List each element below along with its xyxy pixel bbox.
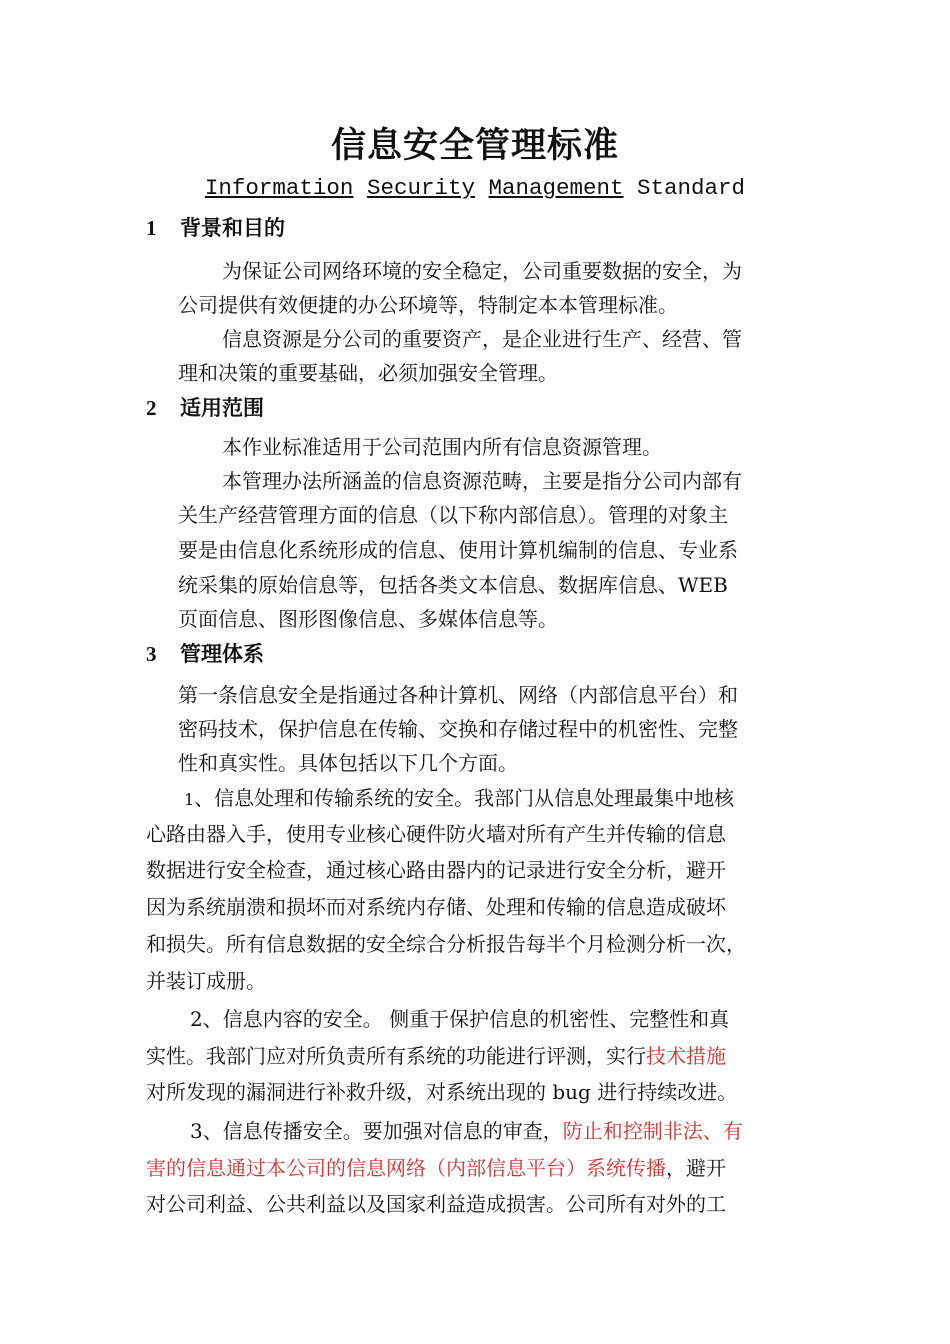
section-number: 3 (146, 642, 157, 666)
paragraph-line: 和损失。所有信息数据的安全综合分析报告每半个月检测分析一次， (146, 932, 746, 956)
list-item-line: 1、信息处理和传输系统的安全。我部门从信息处理最集中地核 (184, 786, 735, 810)
paragraph-line: 要是由信息化系统形成的信息、使用计算机编制的信息、专业系 (178, 538, 738, 562)
paragraph-line: 对公司利益、公共利益以及国家利益造成损害。公司所有对外的工 (146, 1192, 726, 1216)
list-number: 1 (184, 790, 195, 809)
paragraph-line: 因为系统崩溃和损坏而对系统内存储、处理和传输的信息造成破坏 (146, 895, 726, 919)
section-heading (146, 638, 264, 668)
paragraph-line: 性和真实性。具体包括以下几个方面。 (178, 751, 518, 775)
section-title: 适用范围 (180, 396, 264, 420)
highlighted-text: 害的信息通过本公司的信息网络（内部信息平台）系统传播 (146, 1156, 666, 1180)
list-item-line: 2、信息内容的安全。 侧重于保护信息的机密性、完整性和真 (190, 1007, 730, 1031)
page-title: 信息安全管理标准 (330, 126, 619, 166)
section-heading (146, 212, 285, 242)
subtitle-word: Standard (637, 175, 746, 201)
paragraph-line: 理和决策的重要基础，必须加强安全管理。 (178, 361, 558, 385)
paragraph-line: 为保证公司网络环境的安全稳定，公司重要数据的安全，为 (222, 259, 742, 283)
paragraph-line: 实性。我部门应对所负责所有系统的功能进行评测，实行技术措施 (146, 1044, 726, 1068)
paragraph-line: 关生产经营管理方面的信息（以下称内部信息）。管理的对象主 (178, 503, 728, 527)
paragraph-line: 本作业标准适用于公司范围内所有信息资源管理。 (222, 435, 662, 459)
section-number: 2 (146, 396, 157, 420)
subtitle-word: Information (204, 175, 354, 201)
paragraph-line: 公司提供有效便捷的办公环境等，特制定本本管理标准。 (178, 293, 678, 317)
paragraph-line: 信息资源是分公司的重要资产，是企业进行生产、经营、管 (222, 327, 742, 351)
paragraph-line: 害的信息通过本公司的信息网络（内部信息平台）系统传播，避开 (146, 1156, 726, 1180)
paragraph-line: 密码技术，保护信息在传输、交换和存储过程中的机密性、完整 (178, 717, 738, 741)
paragraph-line: 统采集的原始信息等，包括各类文本信息、数据库信息、WEB (178, 573, 728, 597)
paragraph-line: 本管理办法所涵盖的信息资源范畴，主要是指分公司内部有 (222, 469, 742, 493)
paragraph-line: 心路由器入手，使用专业核心硬件防火墙对所有产生并传输的信息 (146, 822, 726, 846)
paragraph-line: 对所发现的漏洞进行补救升级，对系统出现的 bug 进行持续改进。 (146, 1080, 738, 1104)
section-title: 背景和目的 (180, 216, 285, 240)
paragraph-line: 第一条信息安全是指通过各种计算机、网络（内部信息平台）和 (178, 683, 738, 707)
section-number: 1 (146, 216, 157, 240)
subtitle-word: Security (366, 175, 475, 201)
page-subtitle (0, 175, 950, 201)
paragraph-line: 数据进行安全检查，通过核心路由器内的记录进行安全分析，避开 (146, 858, 726, 882)
paragraph-line: 页面信息、图形图像信息、多媒体信息等。 (178, 607, 558, 631)
highlighted-text: 防止和控制非法、有 (562, 1119, 743, 1143)
subtitle-word: Management (488, 175, 624, 201)
section-heading (146, 392, 264, 422)
paragraph-line: 并装订成册。 (146, 969, 266, 993)
section-title: 管理体系 (180, 642, 264, 666)
highlighted-text: 技术措施 (646, 1044, 726, 1068)
list-item-line: 3、信息传播安全。要加强对信息的审查，防止和控制非法、有 (190, 1119, 743, 1143)
